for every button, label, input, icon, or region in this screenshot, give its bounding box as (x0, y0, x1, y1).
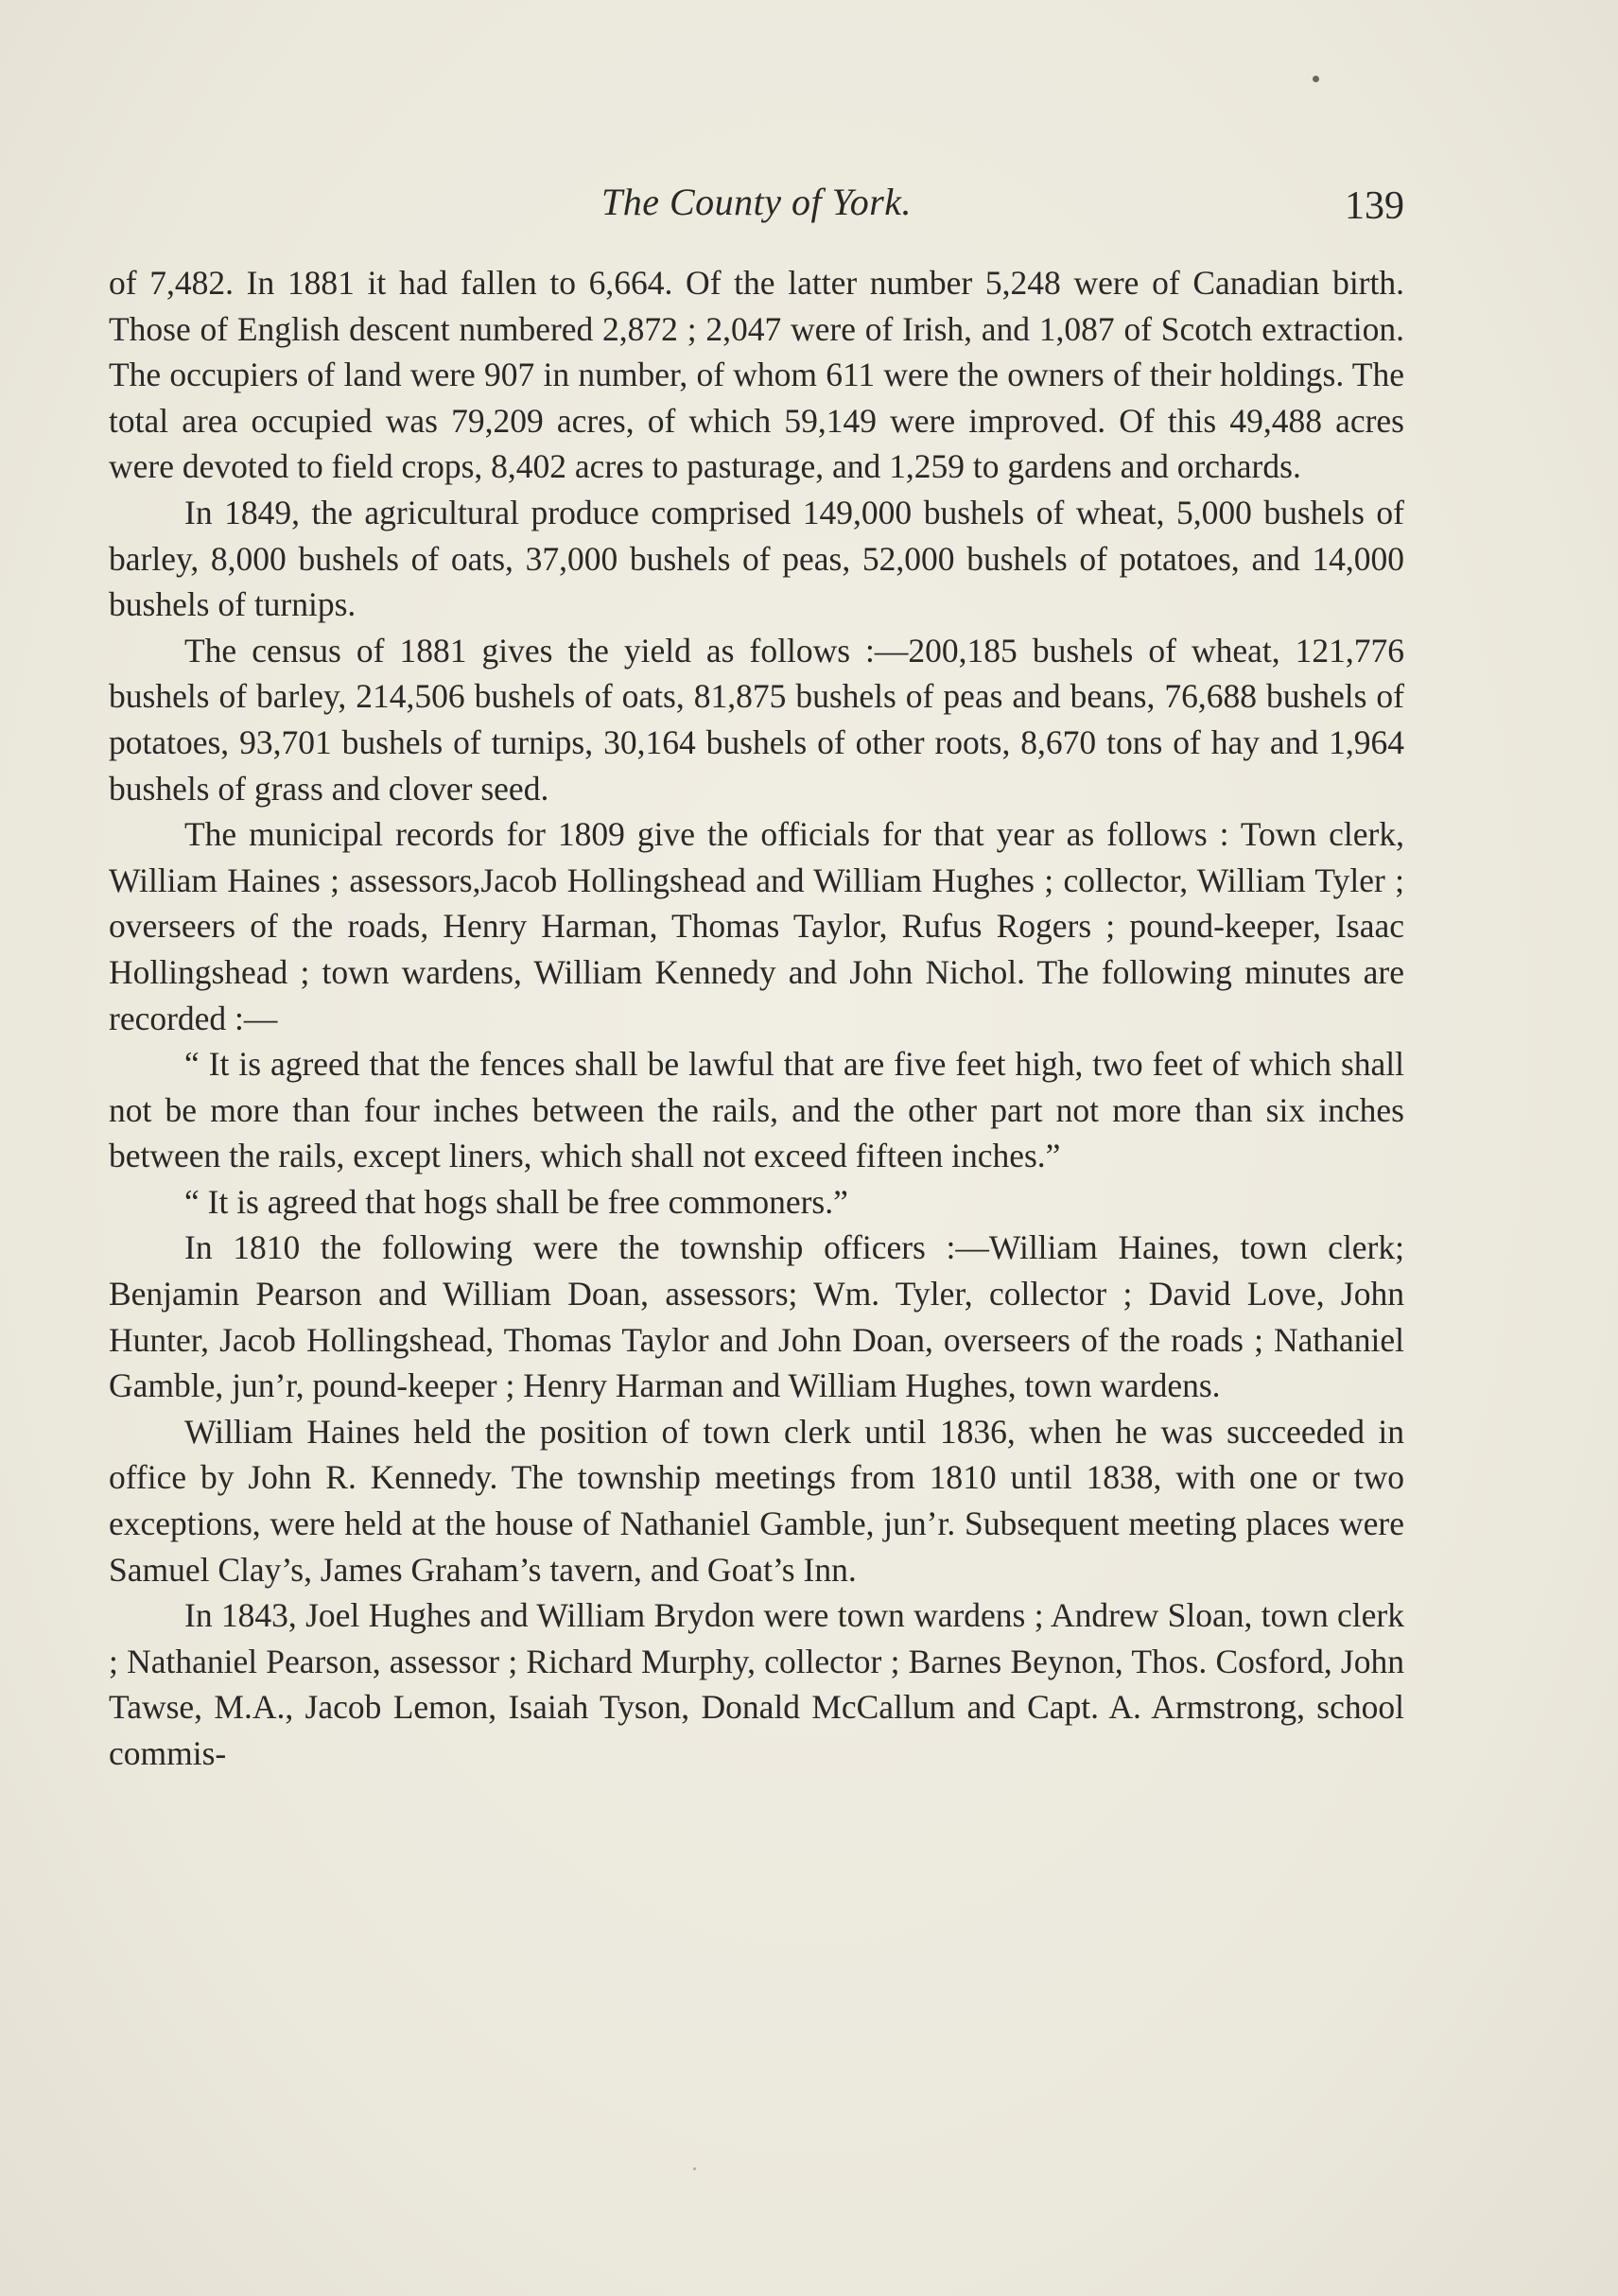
paragraph-officers-1843: In 1843, Joel Hughes and William Brydon were town wardens ; Andrew Sloan, town clerk ; Nathaniel Pearson, assessor ; Richard Murphy, collector ; Barnes Beynon, Thos. Cosford, John Tawse, M.A., Jacob Lemon, Isaiah Tyson, Donald McCallum and Capt. A. Armstrong, school commis- (109, 1596, 1404, 1772)
paragraph-town-clerk: William Haines held the position of town clerk until 1836, when he was succeeded in office by John R. Kennedy. The township meetings from 1810 until 1838, with one or two exceptions, were held at the house of Nathaniel Gamble, jun’r. Subsequent meeting places were Samuel Clay’s, James Graham’s tavern, and Goat’s Inn. (109, 1412, 1404, 1589)
paragraph-population: of 7,482. In 1881 it had fallen to 6,664. Of the latter number 5,248 were of Canadian birth. Those of English descent numbered 2,872 ; 2,047 were of Irish, and 1,087 of Scotch extraction. The occupiers of land were 907 in number, of whom 611 were the owners of their holdings. The total area occupied was 79,209 acres, of which 59,149 were improved. Of this 49,488 acres were devoted to field crops, 8,402 acres to pasturage, and 1,259 to gardens and orchards. (109, 264, 1404, 486)
running-head (109, 170, 1404, 236)
ink-speck (1313, 76, 1319, 82)
paragraph-produce-1849: In 1849, the agricultural produce comprised 149,000 bushels of wheat, 5,000 bushels of barley, 8,000 bushels of oats, 37,000 bushels of peas, 52,000 bushels of potatoes, and 14,000 bushels of turnips. (109, 493, 1404, 624)
paragraph-officers-1810: In 1810 the following were the township officers :—William Haines, town clerk; Benjamin Pearson and William Doan, assessors; Wm. Tyler, collector ; David Love, John Hunter, Jacob Hollingshead, Thomas Taylor and John Doan, overseers of the roads ; Nathaniel Gamble, jun’r, pound-keeper ; Henry Harman and William Hughes, town wardens. (109, 1228, 1404, 1405)
paragraph-census-1881: The census of 1881 gives the yield as follows :—200,185 bushels of wheat, 121,776 bushels of barley, 214,506 bushels of oats, 81,875 bushels of peas and beans, 76,688 bushels of potatoes, 93,701 bushels of turnips, 30,164 bushels of other roots, 8,670 tons of hay and 1,964 bushels of grass and clover seed. (109, 631, 1404, 808)
ink-speck (693, 2167, 696, 2170)
running-title: The County of York. (600, 181, 913, 223)
paragraph-municipal-records-1809: The municipal records for 1809 give the officials for that year as follows : Town clerk, William Haines ; assessors,Jacob Hollingshead and William Hughes ; collector, William Tyler ; overseers of the roads, Henry Harman, Thomas Taylor, Rufus Rogers ; pound-keeper, Isaac Hollingshead ; town wardens, William Kennedy and John Nichol. The following minutes are recorded :— (109, 815, 1404, 1037)
page-number: 139 (1345, 184, 1404, 228)
paragraph-fences-minute: “ It is agreed that the fences shall be lawful that are five feet high, two feet of which shall not be more than four inches between the rails, and the other part not more than six inches between the rails, except liners, which shall not exceed fifteen inches.” (109, 1045, 1404, 1175)
body-text (109, 260, 1404, 1777)
paragraph-hogs-minute: “ It is agreed that hogs shall be free commoners.” (184, 1182, 848, 1221)
